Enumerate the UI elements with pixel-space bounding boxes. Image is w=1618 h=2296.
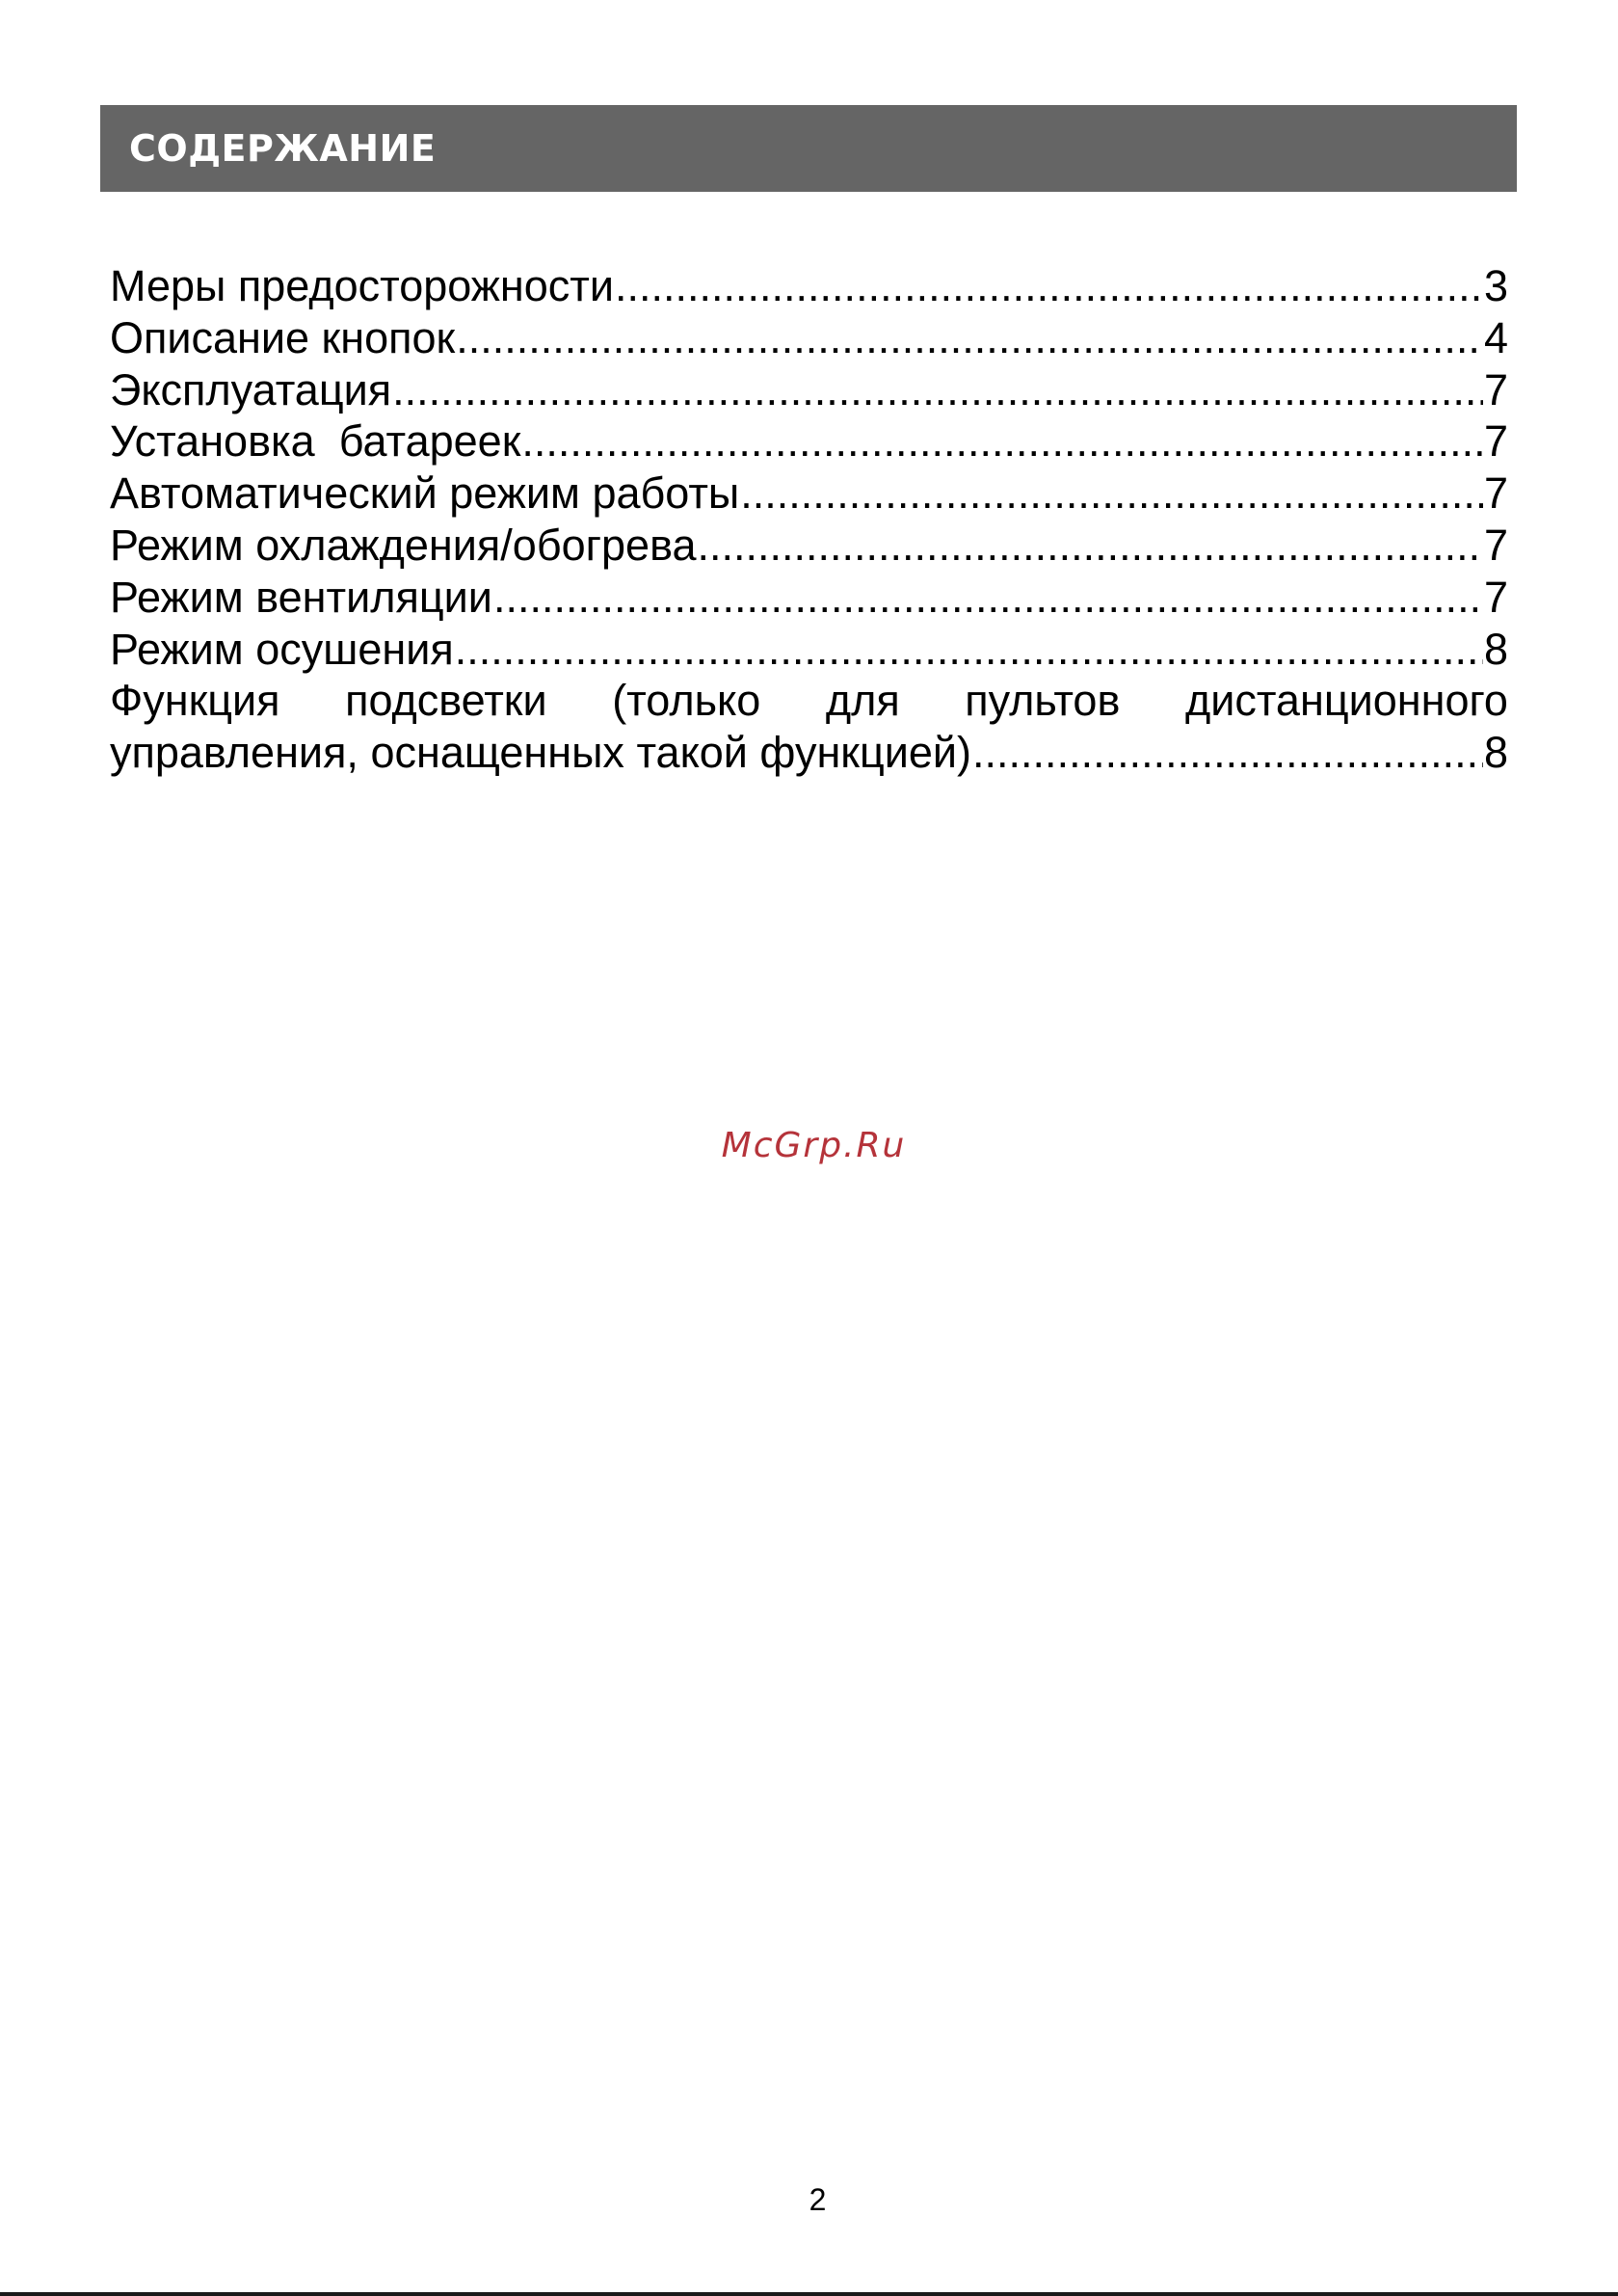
toc-entry-title-line1: [110, 675, 1508, 727]
toc-entry[interactable]: [110, 312, 1508, 364]
toc-entry-page: 7: [1483, 416, 1508, 467]
toc-word: дистанционного: [1184, 676, 1508, 726]
toc-entry[interactable]: [110, 364, 1508, 416]
toc-word: Функция: [110, 676, 280, 726]
dot-leader: [521, 415, 1483, 467]
toc-word: подсветки: [345, 676, 547, 726]
dot-leader: [456, 312, 1483, 364]
toc-entry[interactable]: [110, 520, 1508, 572]
toc-entry-page: 7: [1483, 468, 1508, 519]
table-of-contents: [110, 260, 1508, 779]
toc-entry[interactable]: [110, 624, 1508, 676]
toc-word: для: [825, 676, 900, 726]
toc-entry-title: Режим осушения: [110, 624, 454, 674]
dot-leader: [972, 727, 1483, 779]
toc-entry-page: 8: [1483, 728, 1508, 778]
toc-entry-page: 8: [1483, 624, 1508, 674]
toc-entry-title: Установка батареек: [110, 416, 521, 467]
section-header: [100, 105, 1517, 192]
toc-entry-page: 7: [1483, 572, 1508, 622]
toc-entry-title: Меры предосторожности: [110, 261, 615, 310]
dot-leader: [493, 572, 1483, 624]
page-number: 2: [809, 2182, 827, 2217]
dot-leader: [615, 260, 1483, 312]
toc-entry-title: Эксплуатация: [110, 364, 392, 414]
toc-entry-page: 7: [1483, 520, 1508, 570]
dot-leader: [698, 520, 1483, 572]
toc-word: (только: [612, 676, 761, 726]
toc-entry-title: Автоматический режим работы: [110, 468, 740, 519]
toc-entry-title: Описание кнопок: [110, 312, 456, 362]
bottom-rule: [0, 2292, 1618, 2296]
toc-entry[interactable]: [110, 260, 1508, 312]
toc-entry-title: управления, оснащенных такой функцией): [110, 728, 972, 778]
toc-entry-title: Режим вентиляции: [110, 572, 492, 622]
toc-entry-page: 4: [1483, 312, 1508, 362]
toc-entry[interactable]: [110, 415, 1508, 467]
dot-leader: [455, 624, 1483, 676]
toc-entry[interactable]: [110, 467, 1508, 520]
toc-entry[interactable]: [110, 572, 1508, 624]
toc-entry-title: Режим охлаждения/обогрева: [110, 520, 697, 570]
toc-entry-multiline[interactable]: [110, 675, 1508, 779]
section-title: СОДЕРЖАНИЕ: [129, 127, 437, 170]
toc-entry-page: 3: [1483, 261, 1508, 310]
toc-word: пультов: [965, 676, 1121, 726]
dot-leader: [392, 364, 1483, 416]
toc-entry-page: 7: [1483, 364, 1508, 414]
dot-leader: [740, 467, 1483, 520]
watermark: McGrp.Ru: [721, 1126, 907, 1165]
toc-entry-title-line2: [110, 727, 1508, 779]
